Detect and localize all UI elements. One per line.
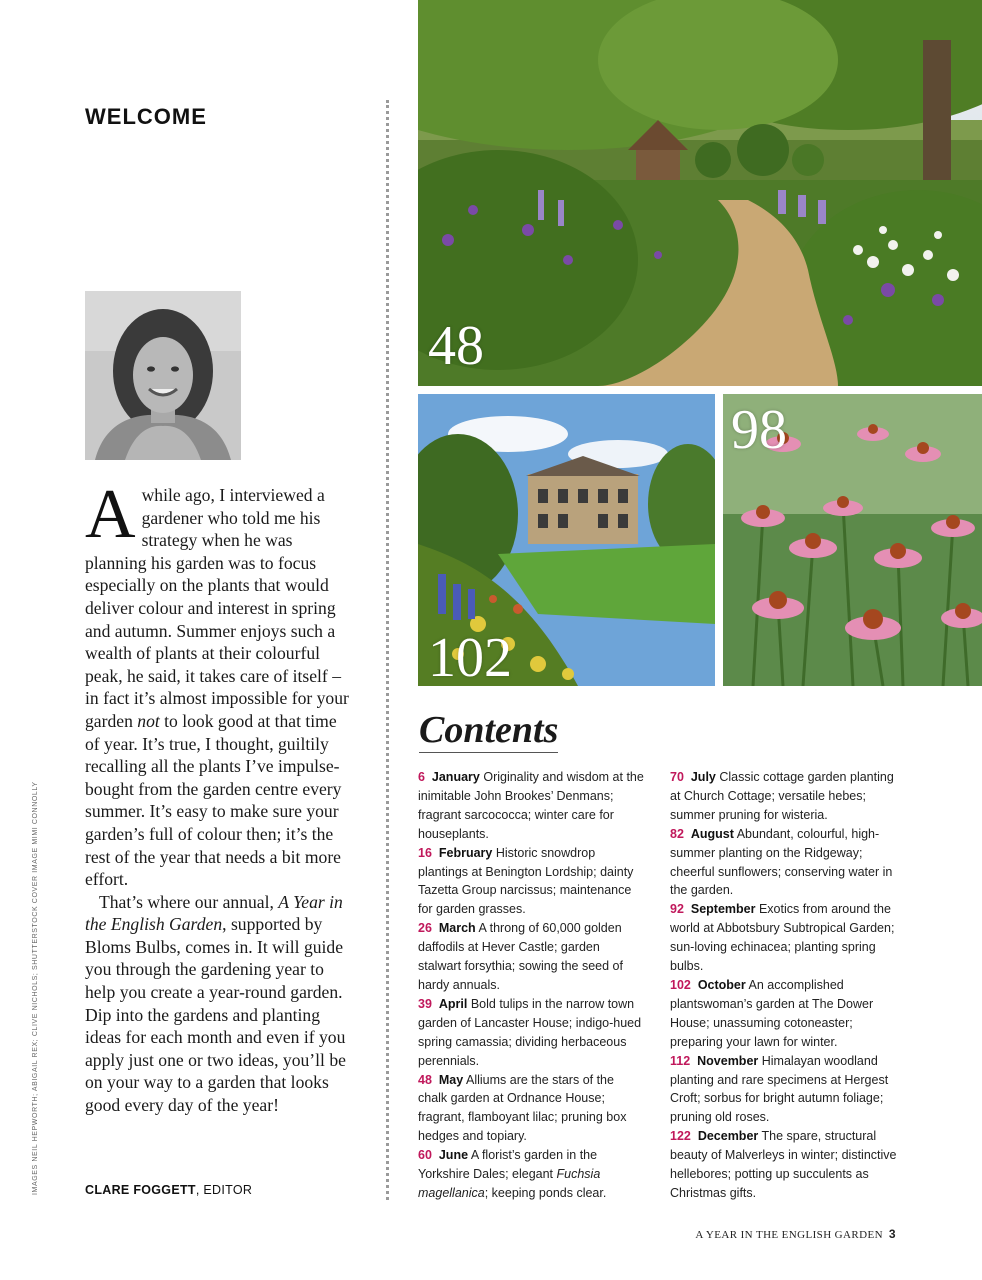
entry-page-number: 70 [670, 770, 684, 784]
entry-page-number: 16 [418, 845, 432, 860]
contents-heading: Contents [419, 709, 559, 751]
entry-description-tail: ; keeping ponds clear. [484, 1185, 607, 1200]
entry-description: Exotics from around the world at Abbotsbury Subtropical Garden; sun-loving echinacea; planting spring bulbs. [670, 902, 895, 974]
entry-month: July [690, 770, 716, 784]
entry-month: January [431, 770, 480, 784]
entry-month: November [697, 1053, 759, 1068]
contents-column-left [418, 768, 646, 1203]
contents-entry[interactable] [418, 995, 646, 1071]
entry-description: Alliums are the stars of the chalk garden at Ordnance House; fragrant, flamboyant lilac; pruning box hedges and topiary. [418, 1072, 627, 1144]
entry-month: May [438, 1072, 464, 1087]
entry-description: The spare, structural beauty of Malverleys in winter; distinctive hellebores; potting up succulents as Christmas gifts. [670, 1129, 897, 1200]
editor-name: CLARE FOGGETT [85, 1183, 196, 1197]
feature-page-number: 48 [428, 315, 484, 377]
entry-description: An accomplished plantswoman’s garden at The Dower House; unassuming cotoneaster; preparing your lawn for winter. [670, 977, 874, 1049]
echinacea-photo [723, 394, 982, 686]
entry-page-number: 6 [418, 770, 425, 784]
contents-entry[interactable] [418, 1071, 646, 1147]
entry-description: A florist’s garden in the Yorkshire Dales; elegant [418, 1148, 598, 1182]
entry-month: December [697, 1129, 759, 1144]
contents-entry[interactable] [418, 1146, 646, 1203]
entry-page-number: 112 [670, 1053, 691, 1068]
contents-column-right [670, 768, 898, 1203]
image-credits: IMAGES NEIL HEPWORTH; ABIGAIL REX; CLIVE NICHOLS; SHUTTERSTOCK COVER IMAGE MIMI CONNOLLY [32, 781, 39, 1195]
entry-page-number: 122 [670, 1129, 691, 1144]
entry-plant-name: Fuchsia magellanica [418, 1167, 601, 1200]
contents-entry[interactable] [418, 919, 646, 995]
entry-month: August [690, 826, 734, 841]
essay-text: to look good at that time of year. It’s true, I thought, guiltily recalling all the plants I’ve impulse-bought from the garden centre every summer. It’s easy to make sure your garden’s full of colour then; it’s the rest of the year that needs a bit more effort. [85, 710, 342, 890]
footer-title: A YEAR IN THE ENGLISH GARDEN [695, 1229, 883, 1241]
entry-month: June [438, 1148, 469, 1163]
entry-page-number: 48 [418, 1072, 432, 1087]
entry-page-number: 102 [670, 977, 691, 992]
entry-page-number: 92 [670, 902, 684, 917]
editor-role: , EDITOR [195, 1183, 253, 1197]
essay-text: while ago, I interviewed a gardener who told me his strategy when he was planning his garden was to focus especially on the plants that would deliver colour and interest in spring and autumn. Summer enjoys such a wealth of plants at their colourful peak, he said, it takes care of itself – in fact it’s almost impossible for your garden [85, 485, 349, 731]
essay-emphasis: not [137, 710, 160, 731]
entry-month: March [438, 921, 476, 936]
entry-month: February [438, 845, 493, 860]
editor-signoff [85, 1183, 252, 1197]
entry-description: Historic snowdrop plantings at Benington Lordship; dainty Tazetta Group narcissus; maintenance for garden grasses. [418, 845, 634, 917]
contents-entry[interactable] [418, 844, 646, 920]
page-number: 3 [888, 1227, 896, 1241]
dotted-divider [386, 100, 389, 1200]
entry-description: Himalayan woodland planting and rare specimens at Hergest Croft; sorbus for bright autumn foliage; pruning old roses. [670, 1053, 889, 1125]
welcome-essay [85, 476, 355, 1117]
entry-description: Abundant, colourful, high-summer planting on the Ridgeway; cheerful sunflowers; conserving water in the garden. [670, 826, 893, 898]
contents-entry[interactable] [670, 768, 898, 825]
page-title: WELCOME [85, 104, 207, 129]
contents-entry[interactable] [418, 768, 646, 844]
entry-page-number: 39 [418, 996, 432, 1011]
contents-entry[interactable] [670, 900, 898, 976]
entry-description: Classic cottage garden planting at Church Cottage; versatile hebes; summer pruning for wisteria. [670, 770, 894, 822]
entry-month: October [697, 977, 746, 992]
essay-paragraph [85, 891, 355, 1117]
entry-page-number: 82 [670, 826, 684, 841]
page-footer [695, 1227, 896, 1241]
feature-page-number: 102 [428, 627, 512, 686]
entry-page-number: 60 [418, 1148, 432, 1163]
entry-description: Originality and wisdom at the inimitable John Brookes’ Denmans; fragrant sarcococca; winter care for houseplants. [418, 770, 644, 841]
essay-paragraph [85, 476, 355, 891]
entry-description: A throng of 60,000 golden daffodils at Hever Castle; garden stalwart forsythia; sowing the seed of hardy annuals. [418, 921, 623, 992]
contents-entry[interactable] [670, 976, 898, 1052]
magazine-title: A Year in the English Garden [85, 891, 343, 935]
feature-page-number: 98 [731, 399, 787, 461]
entry-description: Bold tulips in the narrow town garden of Lancaster House; indigo-hued spring camassia; dividing herbaceous perennials. [418, 996, 642, 1068]
entry-month: April [438, 996, 468, 1011]
contents-entry[interactable] [670, 825, 898, 901]
entry-page-number: 26 [418, 921, 432, 936]
contents-entry[interactable] [670, 1127, 898, 1203]
garden-path-photo [418, 0, 982, 386]
country-house-photo [418, 394, 715, 686]
essay-text: , supported by Bloms Bulbs, comes in. It will guide you through the gardening year to help you create a year-round garden. Dip into the gardens and planting ideas for each month and even if you apply just one or two ideas, you’ll be on your way to a garden that looks good every day of the year! [85, 914, 346, 1116]
essay-text: That’s where our annual, [99, 891, 279, 912]
editor-portrait-photo [85, 291, 241, 460]
drop-cap: A [85, 476, 136, 553]
contents-entry[interactable] [670, 1052, 898, 1128]
entry-month: September [690, 902, 756, 917]
